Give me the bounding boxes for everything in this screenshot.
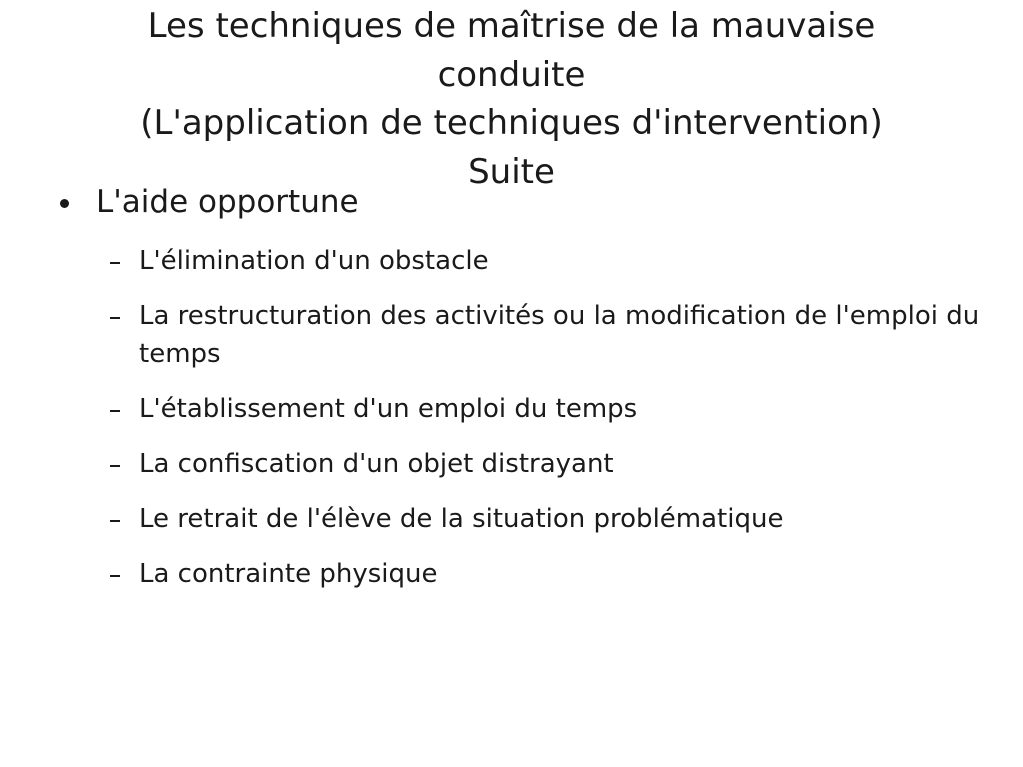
sub-bullet-text: La contrainte physique <box>139 559 438 589</box>
sub-bullet-item <box>60 242 985 280</box>
sub-bullet-item <box>60 445 985 483</box>
title-line: Les techniques de maîtrise de la mauvaise <box>147 6 876 46</box>
title-line: conduite <box>437 54 586 95</box>
bullet-text: L'aide opportune <box>96 184 359 220</box>
slide-title <box>0 2 1023 196</box>
sub-bullet-item <box>60 390 985 428</box>
sub-bullet-text: La confiscation d'un objet distrayant <box>139 449 614 479</box>
dash-icon <box>110 575 120 577</box>
dash-icon <box>110 465 120 467</box>
sub-bullet-list <box>60 242 985 593</box>
dash-icon <box>110 317 120 319</box>
sub-bullet-text: Le retrait de l'élève de la situation problématique <box>139 504 784 534</box>
sub-bullet-text: L'élimination d'un obstacle <box>139 246 489 276</box>
sub-bullet-item <box>60 500 985 538</box>
sub-bullet-text: L'établissement d'un emploi du temps <box>139 394 638 424</box>
bullet-dot-icon <box>60 199 69 208</box>
sub-bullet-item <box>60 297 985 373</box>
slide-content <box>60 180 985 610</box>
dash-icon <box>110 410 120 412</box>
title-line: (L'application de techniques d'intervention) <box>140 103 883 143</box>
title-line: Suite <box>468 151 555 192</box>
sub-bullet-item <box>60 555 985 593</box>
sub-bullet-text: La restructuration des activités ou la modification de l'emploi du temps <box>139 301 980 369</box>
dash-icon <box>110 520 120 522</box>
bullet-item <box>60 180 985 224</box>
dash-icon <box>110 262 120 264</box>
